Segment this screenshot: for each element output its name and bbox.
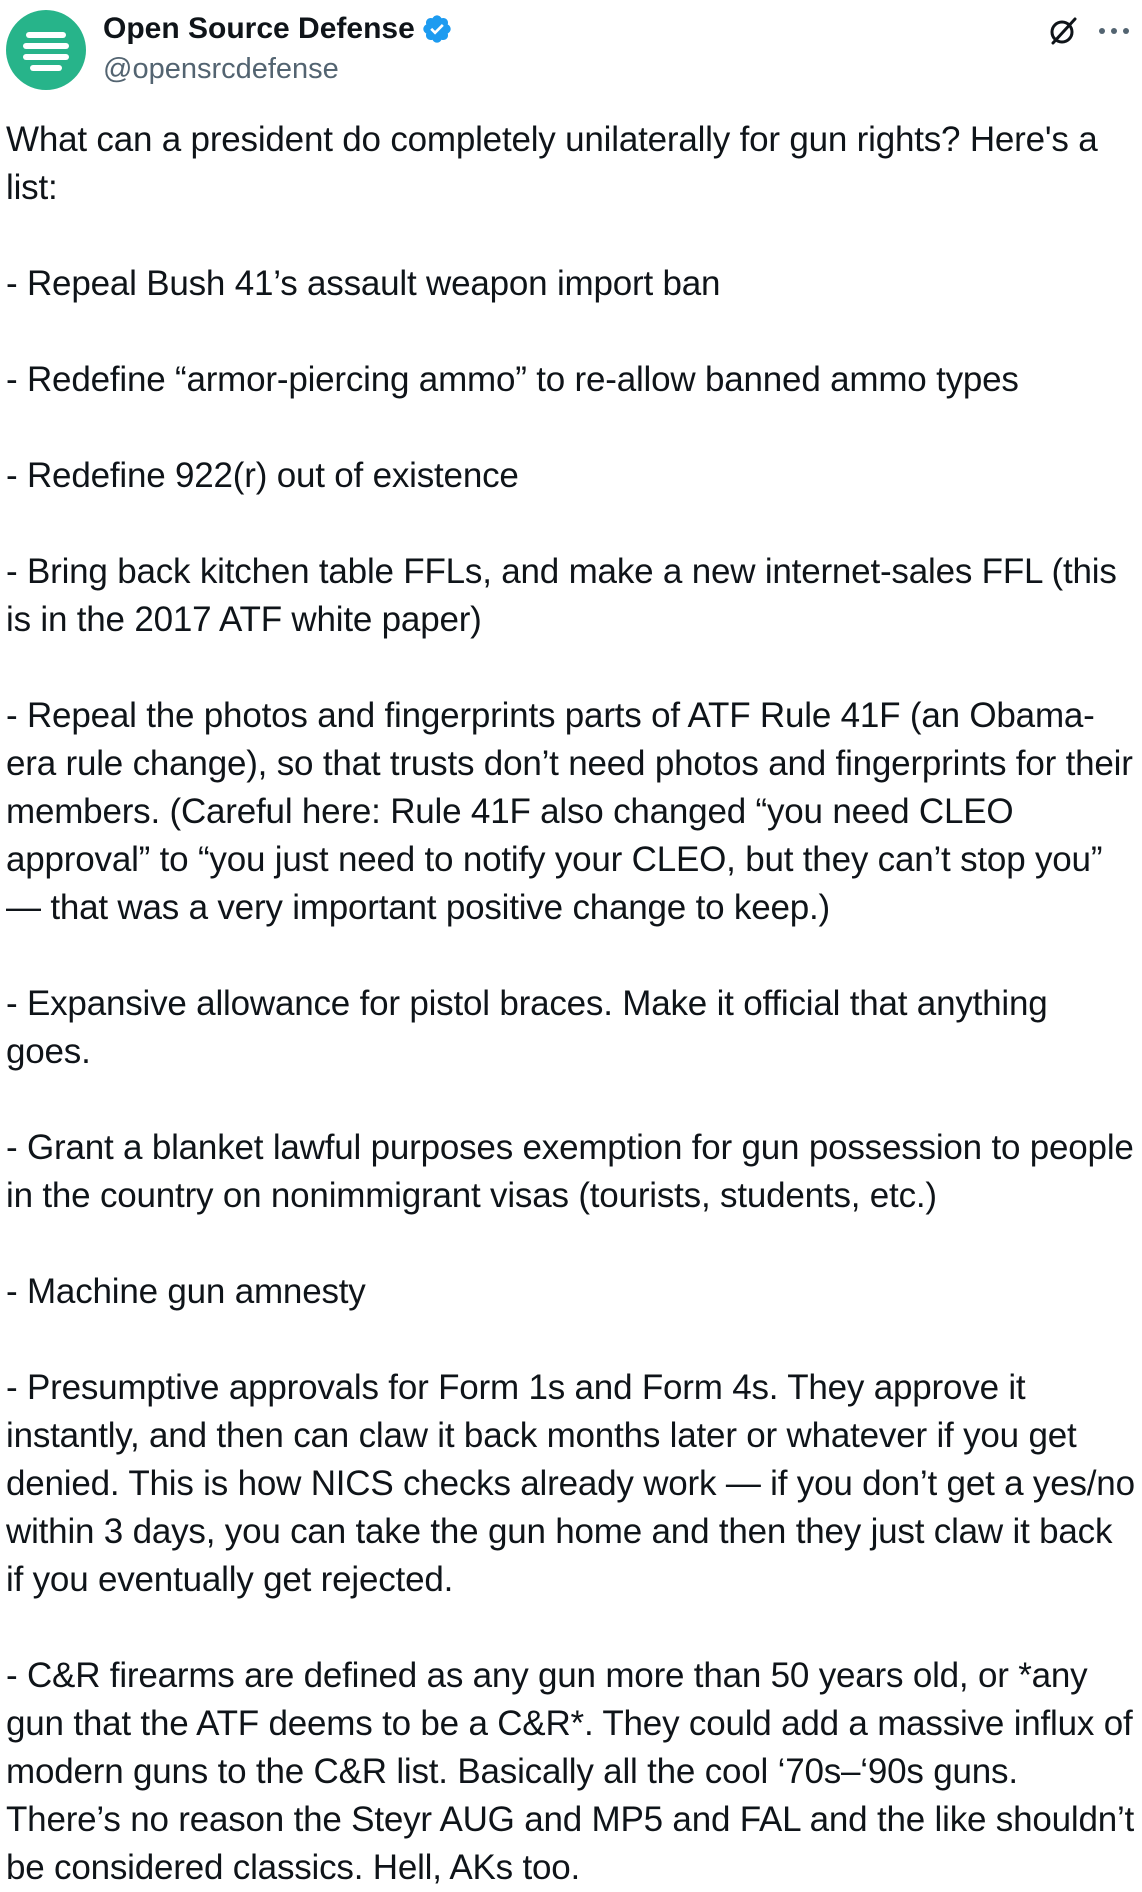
avatar[interactable]: [6, 10, 86, 90]
display-name[interactable]: Open Source Defense: [103, 12, 415, 45]
tweet-paragraph: - Presumptive approvals for Form 1s and Form 4s. They approve it instantly, and then can claw it back months later or whatever if you get denied. This is how NICS checks already work — if you don’t get a yes/no within 3 days, you can take the gun home and then they just claw it back if you eventually get rejected.: [6, 1368, 1135, 1599]
avatar-logo-bar: [23, 54, 69, 60]
avatar-logo-bar: [30, 65, 62, 71]
tweet-paragraph: - Bring back kitchen table FFLs, and make a new internet-sales FFL (this is in the 2017 ATF white paper): [6, 552, 1117, 639]
more-options-icon[interactable]: [1096, 14, 1132, 48]
tweet-text: [6, 116, 1138, 1892]
tweet-paragraph: - Repeal the photos and fingerprints parts of ATF Rule 41F (an Obama-era rule change), so that trusts don’t need photos and fingerprints for their members. (Careful here: Rule 41F also changed “you need CLEO approval” to “you just need to notify your CLEO, but they can’t stop you” — that was a very important positive change to keep.): [6, 696, 1133, 927]
tweet-paragraph: - Repeal Bush 41’s assault weapon import ban: [6, 264, 721, 303]
avatar-logo-bar: [26, 32, 66, 38]
tweet-paragraph: - C&R firearms are defined as any gun more than 50 years old, or *any gun that the ATF deems to be a C&R*. They could add a massive influx of modern guns to the C&R list. Basically all the cool ‘70s–‘90s guns. There’s no reason the Steyr AUG and MP5 and FAL and the like shouldn’t be considered classics. Hell, AKs too.: [6, 1656, 1135, 1887]
tweet-paragraph: What can a president do completely unilaterally for gun rights? Here's a list:: [6, 120, 1098, 207]
tweet-paragraph: - Redefine 922(r) out of existence: [6, 456, 519, 495]
avatar-logo-bar: [23, 43, 69, 49]
tweet-paragraph: - Redefine “armor-piercing ammo” to re-allow banned ammo types: [6, 360, 1019, 399]
grok-icon[interactable]: [1046, 14, 1080, 48]
tweet-paragraph: - Grant a blanket lawful purposes exemption for gun possession to people in the country on nonimmigrant visas (tourists, students, etc.): [6, 1128, 1134, 1215]
tweet-paragraph: - Expansive allowance for pistol braces. Make it official that anything goes.: [6, 984, 1048, 1071]
tweet-header: [6, 10, 1136, 90]
verified-badge-icon: [421, 13, 453, 45]
name-row: [103, 10, 453, 48]
handle[interactable]: @opensrcdefense: [103, 53, 339, 85]
tweet-paragraph: - Machine gun amnesty: [6, 1272, 366, 1311]
user-info: [103, 10, 453, 88]
